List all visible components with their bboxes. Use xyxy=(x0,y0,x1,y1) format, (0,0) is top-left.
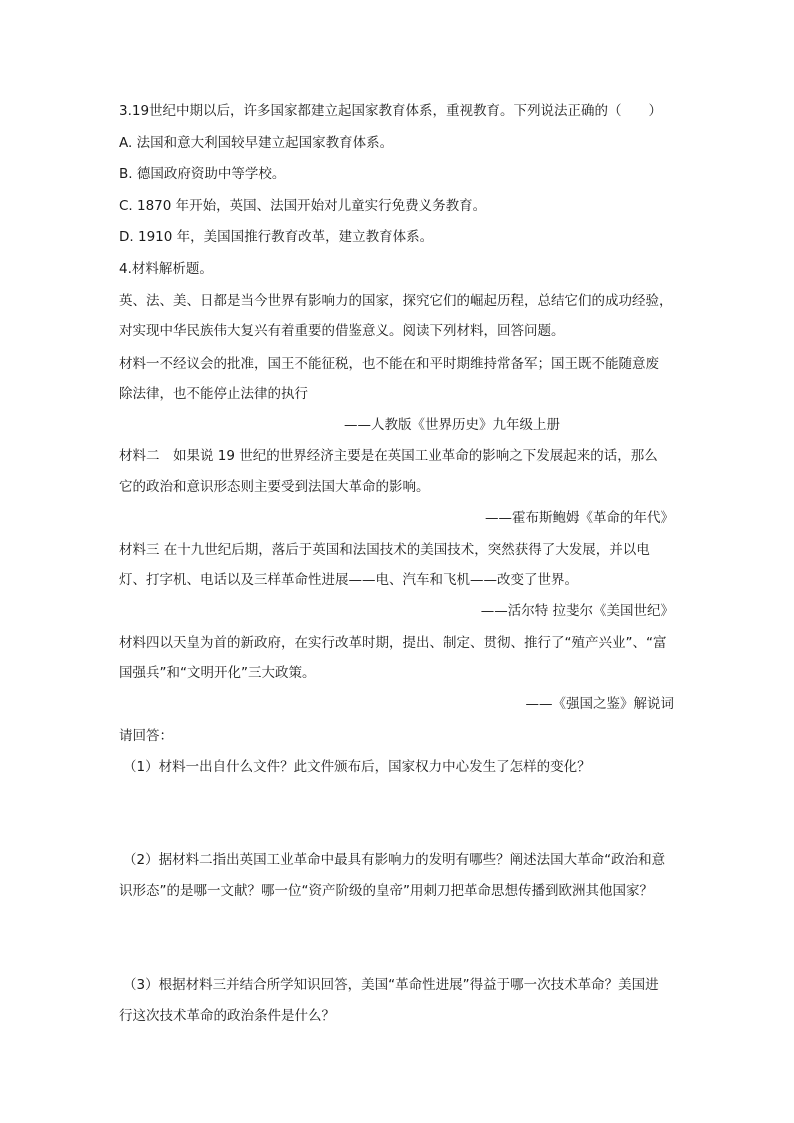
answer-prompt: 请回答： xyxy=(119,728,173,744)
q3-option-a: A. 法国和意大利国较早建立起国家教育体系。 xyxy=(119,135,394,151)
sub-question-3-line-1: （3）根据材料三并结合所学知识回答，美国“革命性进展”得益于哪一次技术革命？美国进 xyxy=(123,977,659,993)
q3-stem: 3.19世纪中期以后，许多国家都建立起国家教育体系，重视教育。下列说法正确的（ ） xyxy=(119,103,663,119)
material1-line-1: 材料一不经议会的批准，国王不能征税，也不能在和平时期维持常备军；国王既不能随意废 xyxy=(119,356,659,372)
material4-source: ——《强国之鉴》解说词 xyxy=(525,696,674,712)
sub-question-1: （1）材料一出自什么文件？此文件颁布后，国家权力中心发生了怎样的变化？ xyxy=(123,759,591,775)
material1-line-2: 除法律，也不能停止法律的执行 xyxy=(119,386,308,402)
material4-line-2: 国强兵”和“文明开化”三大政策。 xyxy=(119,665,316,681)
material3-source: ——活尔特 拉斐尔《美国世纪》 xyxy=(480,603,674,619)
q3-option-b: B. 德国政府资助中等学校。 xyxy=(119,166,286,182)
material3-line-1: 材料三 在十九世纪后期，落后于英国和法国技术的美国技术，突然获得了大发展，并以电 xyxy=(119,542,650,558)
q4-intro-line-1: 英、法、美、日都是当今世界有影响力的国家，探究它们的崛起历程，总结它们的成功经验， xyxy=(119,293,673,309)
material2-line-1: 材料二 如果说 19 世纪的世界经济主要是在英国工业革命的影响之下发展起来的话，那么 xyxy=(119,448,658,464)
material2-source: ——霍布斯鲍姆《革命的年代》 xyxy=(485,510,674,526)
sub-question-2-line-2: 识形态”的是哪一文献？哪一位“资产阶级的皇帝”用刺刀把革命思想传播到欧洲其他国家？ xyxy=(119,883,653,899)
material3-line-2: 灯、打字机、电话以及三样革命性进展——电、汽车和飞机——改变了世界。 xyxy=(119,572,578,588)
q4-title: 4.材料解析题。 xyxy=(119,261,213,277)
material2-line-2: 它的政治和意识形态则主要受到法国大革命的影响。 xyxy=(119,479,430,495)
q3-option-c: C. 1870 年开始，英国、法国开始对儿童实行免费义务教育。 xyxy=(119,198,487,214)
material4-line-1: 材料四以天皇为首的新政府，在实行改革时期，提出、制定、贯彻、推行了“殖产兴业”、“富 xyxy=(119,635,667,651)
sub-question-3-line-2: 行这次技术革命的政治条件是什么？ xyxy=(119,1008,335,1024)
q4-intro-line-2: 对实现中华民族伟大复兴有着重要的借鉴意义。阅读下列材料，回答问题。 xyxy=(119,323,565,339)
sub-question-2-line-1: （2）据材料二指出英国工业革命中最具有影响力的发明有哪些？阐述法国大革命“政治和意 xyxy=(123,852,666,868)
material1-source: ——人教版《世界历史》九年级上册 xyxy=(344,417,560,433)
q3-option-d: D. 1910 年，美国国推行教育改革，建立教育体系。 xyxy=(119,229,434,245)
